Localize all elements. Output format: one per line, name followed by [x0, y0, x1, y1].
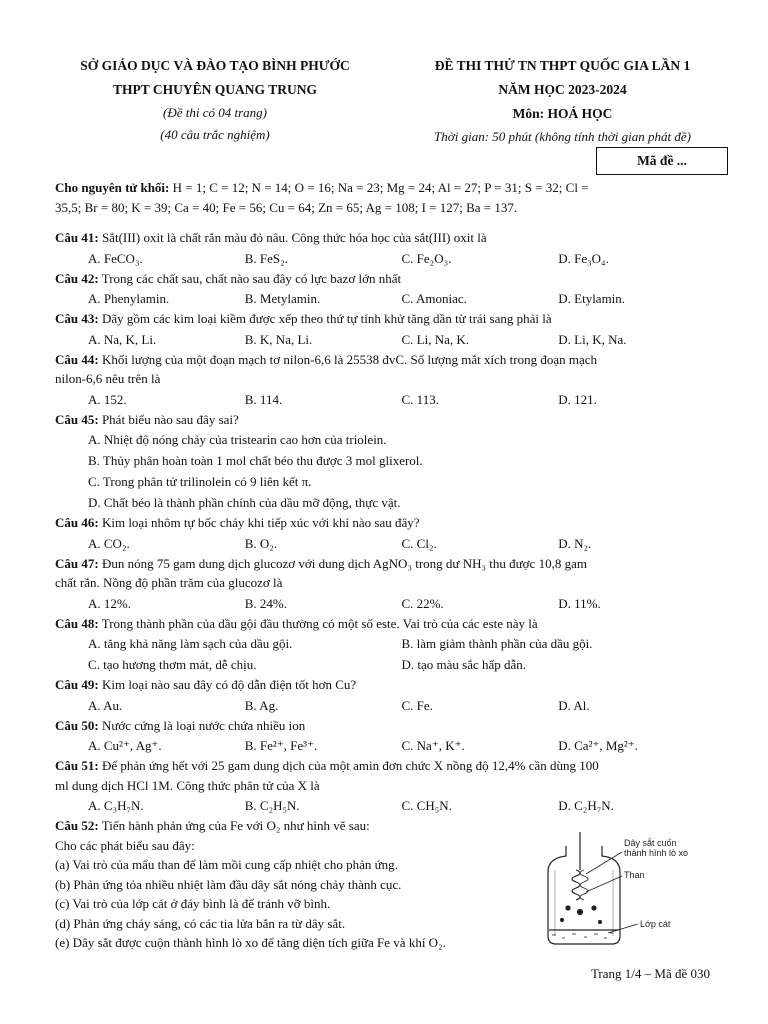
question-41 [55, 228, 715, 248]
glass-jar [548, 846, 620, 944]
option-b: B. O₂. [244, 535, 278, 551]
question-50 [55, 716, 715, 736]
page-footer: Trang 1/4 – Mã đề 030 [590, 966, 710, 981]
question-text: Kim loại nhôm tự bốc cháy khi tiếp xúc với khí nào sau đây? [98, 515, 420, 530]
option-c: C. Cl₂. [401, 535, 437, 551]
option-b: B. làm giảm thành phần của dầu gội. [401, 636, 593, 651]
option-b: B. Thủy phân hoàn toàn 1 mol chất béo thu được 3 mol glixerol. [88, 453, 423, 468]
option-c: C. Li, Na, K. [401, 331, 470, 347]
options-44 [55, 389, 715, 410]
question-52 [55, 816, 535, 836]
option-c: C. tạo hương thơm mát, dễ chịu. [88, 657, 257, 672]
options-49 [55, 695, 715, 716]
label-wire-1: Dây sắt cuốn [624, 838, 677, 848]
question-number: Câu 51: [55, 758, 99, 773]
statement-d: (d) Phản ứng cháy sáng, có các tia lửa bắn ra từ dây sắt. [55, 915, 346, 931]
question-text: Sắt(III) oxit là chất rắn màu đỏ nâu. Công thức hóa học của sắt(III) oxit là [98, 230, 487, 245]
option-b: B. C₂H₅N. [244, 798, 300, 813]
question-42 [55, 269, 715, 289]
question-text: Trong các chất sau, chất nào sau đây có lực bazơ lớn nhất [98, 270, 402, 286]
question-51-cont: ml dung dịch HCl 1M. Công thức phân tử của X là [55, 777, 320, 793]
question-49 [55, 675, 715, 695]
option-a: A. Na, K, Li. [88, 331, 157, 347]
question-number: Câu 45: [55, 411, 99, 427]
question-number: Câu 48: [55, 615, 99, 631]
question-51 [55, 756, 715, 776]
options-48-row1 [55, 633, 715, 654]
option-c: C. CH₅N. [401, 798, 452, 813]
option-d: D. Etylamin. [558, 291, 626, 306]
question-number: Câu 49: [55, 677, 99, 692]
exam-header [40, 54, 728, 174]
option-c: C. Amoniac. [401, 291, 467, 306]
department-name: SỞ GIÁO DỤC VÀ ĐÀO TẠO BÌNH PHƯỚC [80, 58, 350, 73]
question-text: Đun nóng 75 gam dung dịch glucozơ với dung dịch AgNO₃ trong dư NH₃ thu được 10,8 gam [98, 555, 587, 571]
question-44-cont: nilon-6,6 nêu trên là [55, 371, 161, 386]
question-46 [55, 513, 715, 533]
statements-intro: Cho các phát biểu sau đây: [55, 837, 195, 853]
option-c: C. 113. [401, 391, 439, 407]
option-d: D. Li, K, Na. [558, 331, 627, 347]
question-text: Để phản ứng hết với 25 gam dung dịch của một amin đơn chức X nồng độ 12,4% cần dùng 100 [98, 758, 599, 773]
school-year: NĂM HỌC 2023-2024 [498, 82, 627, 97]
school-name: THPT CHUYÊN QUANG TRUNG [113, 82, 317, 97]
option-d: D. Ca²⁺, Mg²⁺. [558, 738, 638, 753]
statement-b: (b) Phản ứng tỏa nhiều nhiệt làm đầu dây sắt nóng chảy thành cục. [55, 876, 402, 892]
option-d: D. Chất béo là thành phần chính của dầu mỡ động, thực vật. [88, 495, 401, 510]
atomic-weights [55, 178, 715, 198]
question-count-note: (40 câu trắc nghiệm) [160, 127, 270, 142]
question-text: Tiến hành phản ứng của Fe với O₂ như hình vẽ sau: [98, 818, 370, 833]
page-count-note: (Đề thi có 04 trang) [163, 105, 267, 120]
question-47-cont: chất rắn. Nồng độ phần trăm của glucozơ là [55, 575, 283, 590]
option-a: A. Cu²⁺, Ag⁺. [88, 738, 162, 753]
option-a: A. CO₂. [88, 535, 130, 551]
statement-c: (c) Vai trò của lớp cát ở đáy bình là để tránh vỡ bình. [55, 896, 331, 911]
question-text: Trong thành phần của dầu gội đầu thường có một số este. Vai trò của các este này là [98, 615, 538, 631]
question-text: Nước cứng là loại nước chứa nhiều ion [98, 717, 306, 733]
question-number: Câu 42: [55, 270, 99, 286]
statement-a: (a) Vai trò của mẩu than để làm mồi cung cấp nhiệt cho phản ứng. [55, 857, 398, 872]
options-41 [55, 248, 715, 269]
question-48 [55, 614, 715, 634]
option-c: C. 22%. [401, 595, 444, 611]
option-a: A. 152. [88, 391, 127, 407]
question-number: Câu 46: [55, 515, 99, 530]
time-limit: Thời gian: 50 phút (không tính thời gian phát đề) [434, 129, 691, 144]
option-d: D. 11%. [558, 595, 601, 611]
question-number: Câu 47: [55, 555, 99, 571]
option-a: A. Au. [88, 697, 123, 713]
question-number: Câu 44: [55, 351, 99, 367]
question-text: Dãy gồm các kim loại kiềm được xếp theo thứ tự tính khử tăng dần từ trái sang phải là [98, 311, 552, 326]
options-43 [55, 329, 715, 350]
exam-title: ĐỀ THI THỬ TN THPT QUỐC GIA LẦN 1 [434, 58, 691, 73]
options-51 [55, 795, 715, 816]
question-52-block [55, 816, 535, 953]
option-b: B. FeS₂. [244, 250, 288, 266]
question-number: Câu 52: [55, 818, 99, 833]
exam-info-block [395, 54, 730, 148]
question-47 [55, 554, 715, 574]
label-wire-2: thành hình lò xo [624, 848, 689, 858]
option-c: C. Trong phân tử trilinolein có 9 liên kết π. [88, 474, 312, 489]
experiment-figure [538, 832, 728, 952]
options-50 [55, 735, 715, 756]
question-number: Câu 41: [55, 230, 99, 245]
options-42 [55, 288, 715, 309]
option-a: A. Phenylamin. [88, 291, 170, 306]
option-d: D. Al. [558, 697, 590, 713]
question-text: Phát biểu nào sau đây sai? [98, 411, 239, 427]
iron-coil [572, 870, 580, 900]
options-48-row2 [55, 654, 715, 675]
option-d: D. C₂H₇N. [558, 798, 614, 813]
label-sand: Lớp cát [640, 919, 671, 929]
option-b: B. K, Na, Li. [244, 331, 313, 347]
option-d: D. Fe₃O₄. [558, 250, 609, 266]
option-a: A. C₃H₇N. [88, 798, 144, 813]
atomic-weights-line2: 35,5; Br = 80; K = 39; Ca = 40; Fe = 56; Cu = 64; Zn = 65; Ag = 108; I = 127; Ba = 137. [55, 200, 518, 215]
option-a: A. 12%. [88, 595, 131, 611]
option-b: B. 114. [244, 391, 283, 407]
question-43 [55, 309, 715, 329]
option-b: B. 24%. [244, 595, 287, 611]
label-coal: Than [624, 870, 645, 880]
option-a: A. FeCO₃. [88, 250, 143, 266]
option-a: A. Nhiệt độ nóng chảy của tristearin cao hơn của triolein. [88, 432, 387, 447]
question-45 [55, 410, 715, 430]
exam-code-box: Mã đề ... [596, 147, 728, 175]
option-c: C. Fe₂O₃. [401, 250, 452, 266]
question-text: Kim loại nào sau đây có độ dẫn điện tốt hơn Cu? [98, 677, 357, 692]
school-block [40, 54, 390, 146]
question-number: Câu 43: [55, 311, 99, 326]
options-46 [55, 533, 715, 554]
atomic-weights-line1: H = 1; C = 12; N = 14; O = 16; Na = 23; Mg = 24; Al = 27; P = 31; S = 32; Cl = [169, 180, 589, 195]
option-d: D. N₂. [558, 535, 592, 551]
question-text: Khối lượng của một đoạn mạch tơ nilon-6,6 là 25538 đvC. Số lượng mắt xích trong đoạn mạch [98, 351, 598, 367]
option-b: B. Metylamin. [244, 291, 321, 306]
option-b: B. Fe²⁺, Fe³⁺. [244, 738, 318, 753]
option-d: D. 121. [558, 391, 597, 407]
option-a: A. tăng khả năng làm sạch của dầu gội. [88, 636, 293, 651]
question-44 [55, 350, 715, 370]
option-d: D. tạo màu sắc hấp dẫn. [401, 657, 527, 672]
options-47 [55, 593, 715, 614]
statement-e: (e) Dây sắt được cuộn thành hình lò xo để tăng diện tích giữa Fe và khí O₂. [55, 935, 446, 950]
atomic-weights-label: Cho nguyên tử khối: [55, 180, 170, 195]
option-b: B. Ag. [244, 697, 279, 713]
option-c: C. Na⁺, K⁺. [401, 738, 465, 753]
option-c: C. Fe. [401, 697, 433, 713]
subject: Môn: HOÁ HỌC [512, 106, 613, 121]
question-number: Câu 50: [55, 717, 99, 733]
